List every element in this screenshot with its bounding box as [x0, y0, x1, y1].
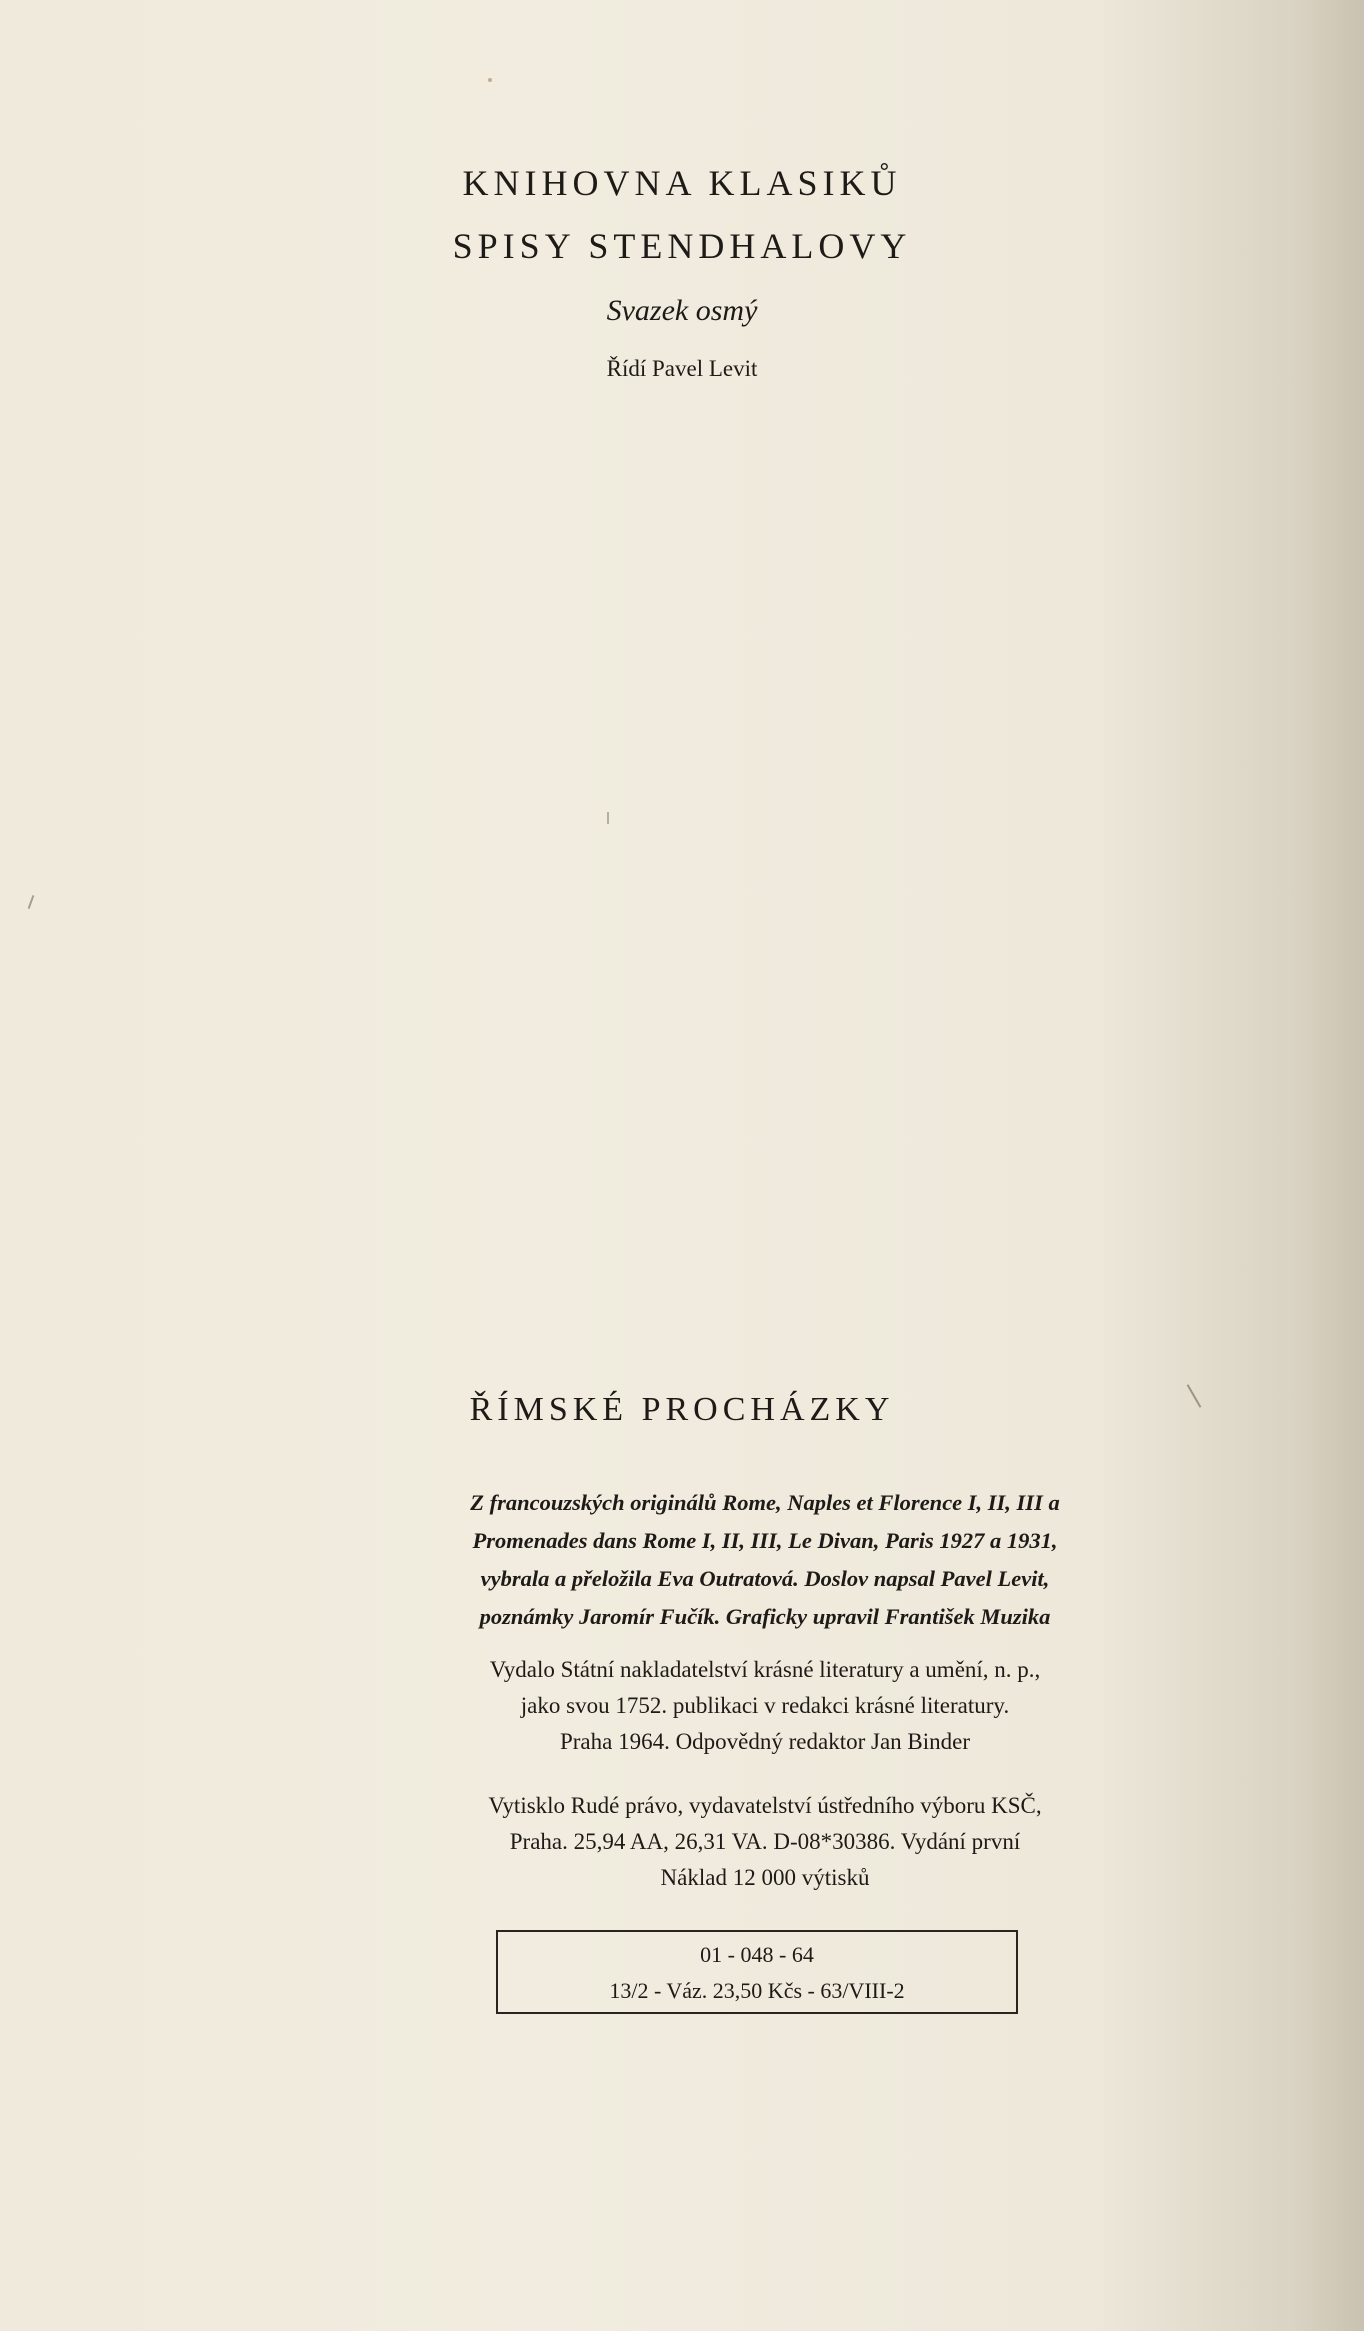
series-title: KNIHOVNA KLASIKŮ — [462, 163, 902, 203]
book-title: ŘÍMSKÉ PROCHÁZKY — [469, 1391, 895, 1428]
printer-block — [380, 1788, 1150, 1896]
catalog-code-line: 13/2 - Váz. 23,50 Kčs - 63/VIII-2 — [609, 1978, 905, 2003]
paper-speck — [607, 812, 609, 824]
printer-line: Vytisklo Rudé právo, vydavatelství ústředního výboru KSČ, — [488, 1793, 1042, 1818]
publisher-line: Vydalo Státní nakladatelství krásné literatury a umění, n. p., — [489, 1657, 1041, 1682]
credits-line: Z francouzských originálů Rome, Naples et Florence I, II, III a — [470, 1490, 1060, 1515]
credits-block — [380, 1484, 1150, 1636]
publisher-block — [380, 1652, 1150, 1760]
publisher-line: Praha 1964. Odpovědný redaktor Jan Binder — [559, 1729, 971, 1754]
paper-speck — [488, 78, 492, 82]
paper-speck — [28, 895, 35, 909]
paper-speck — [1187, 1384, 1202, 1408]
volume-label: Svazek osmý — [606, 294, 758, 327]
printer-line: Náklad 12 000 výtisků — [660, 1865, 870, 1890]
credits-line: Promenades dans Rome I, II, III, Le Divan, Paris 1927 a 1931, — [472, 1528, 1058, 1553]
publisher-line: jako svou 1752. publikaci v redakci krásné literatury. — [520, 1693, 1010, 1718]
series-editor: Řídí Pavel Levit — [606, 356, 758, 381]
catalog-code-line: 01 - 048 - 64 — [700, 1942, 814, 1967]
series-subtitle: SPISY STENDHALOVY — [452, 226, 912, 266]
printer-line: Praha. 25,94 AA, 26,31 VA. D-08*30386. Vydání první — [509, 1829, 1021, 1854]
catalog-code-box — [496, 1930, 1018, 2014]
credits-line: poznámky Jaromír Fučík. Graficky upravil František Muzika — [479, 1604, 1051, 1629]
credits-line: vybrala a přeložila Eva Outratová. Doslov napsal Pavel Levit, — [480, 1566, 1050, 1591]
